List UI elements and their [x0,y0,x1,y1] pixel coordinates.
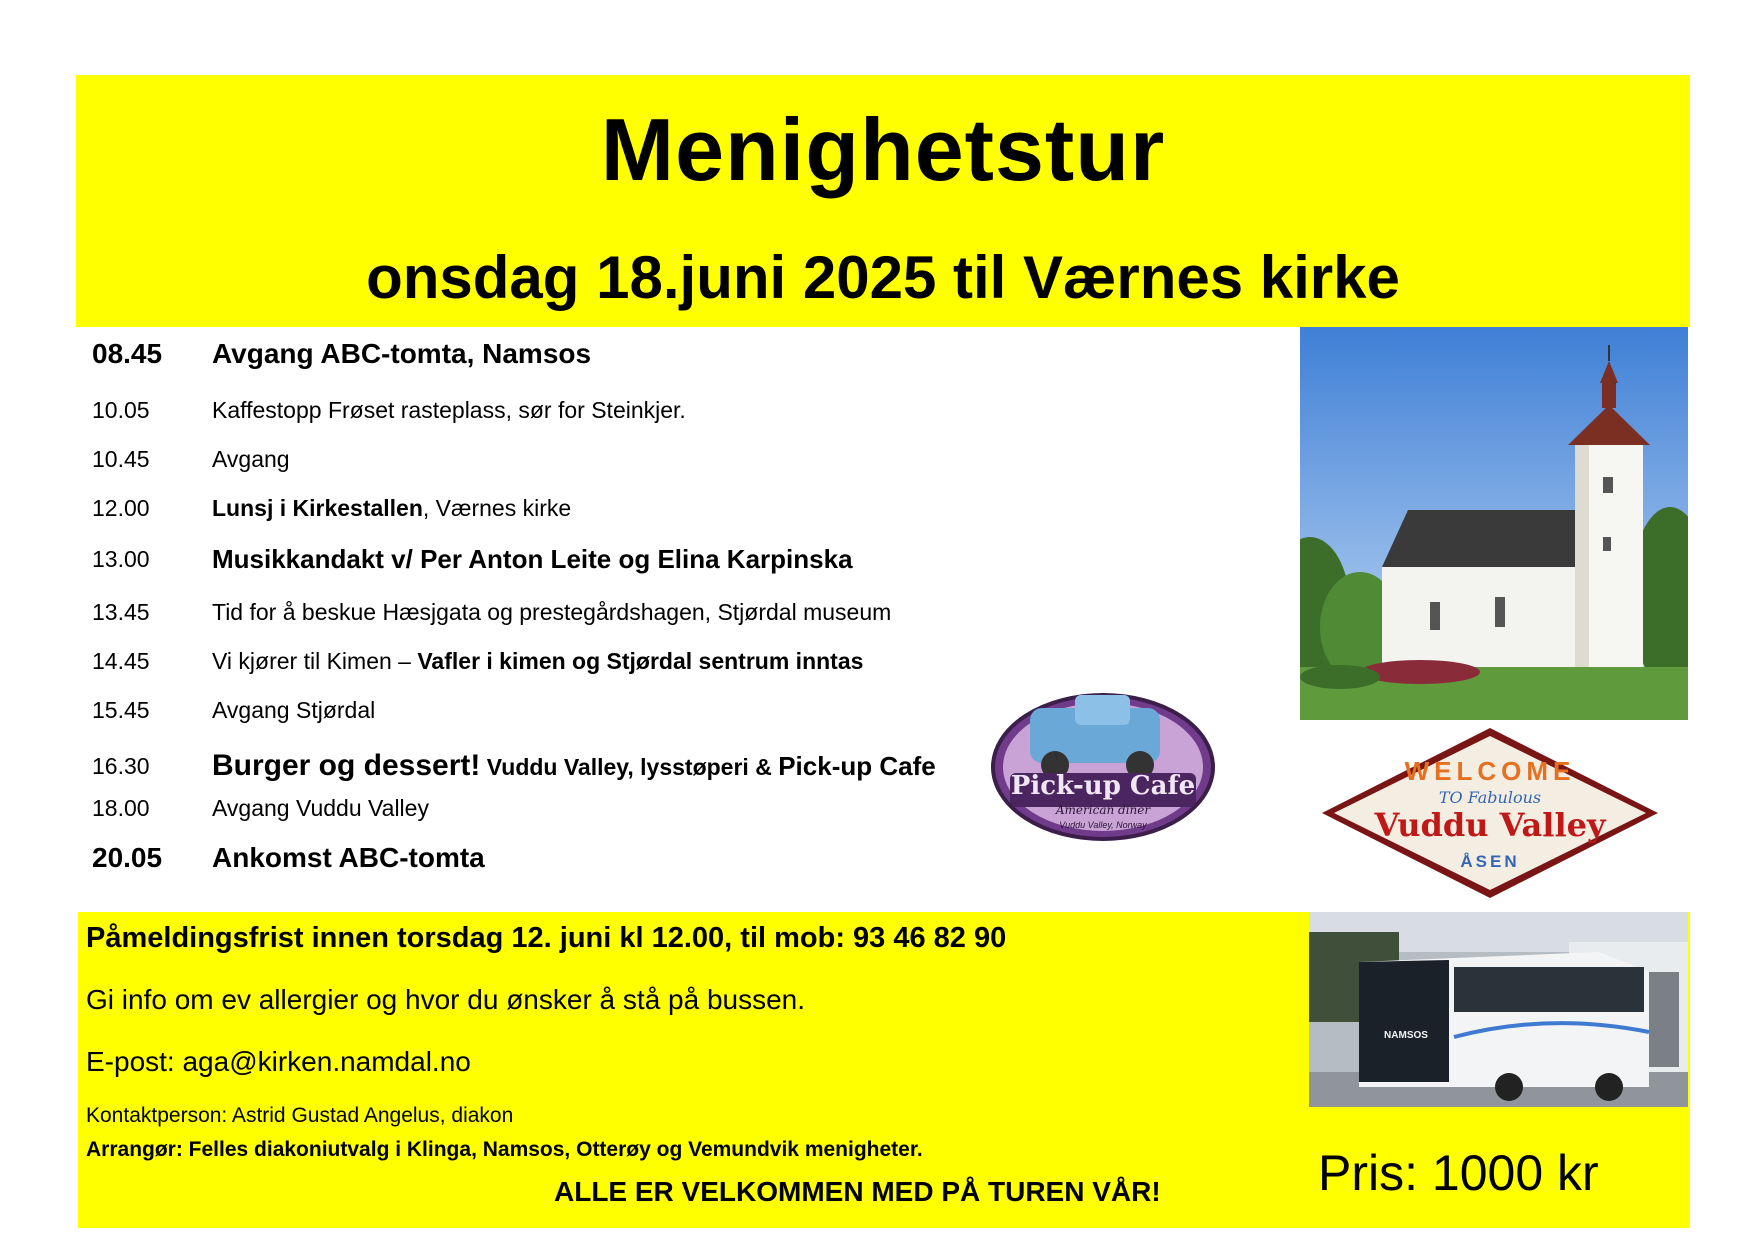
price: Pris: 1000 kr [1318,1145,1599,1201]
schedule-text: Avgang ABC-tomta, Namsos [212,338,592,369]
schedule-row [92,488,571,528]
pickup-cafe-place: Vuddu Valley, Norway [1059,820,1147,830]
schedule-text: Vi kjører til Kimen – [212,647,418,674]
schedule-row [92,439,290,479]
schedule-time: 15.45 [92,696,150,723]
pickup-cafe-logo [990,683,1216,843]
vuddu-fabulous: Fabulous [1467,788,1542,807]
schedule-time: 13.45 [92,598,150,625]
schedule-time: 08.45 [92,338,163,369]
allergy-info: Gi info om ev allergier og hvor du ønsker å stå på bussen. [86,984,806,1015]
organizer: Arrangør: Felles diakoniutvalg i Klinga, Namsos, Otterøy og Vemundvik menigheter. [86,1138,923,1161]
bus-photo [1309,912,1688,1107]
registration-deadline: Påmeldingsfrist innen torsdag 12. juni kl 12.00, til mob: 93 46 82 90 [86,922,1007,954]
vuddu-to: TO [1438,788,1463,807]
schedule-row [92,390,686,430]
schedule-row [92,592,891,632]
page-subtitle: onsdag 18.juni 2025 til Værnes kirke [366,244,1400,311]
header-banner [76,75,1690,327]
schedule-text-bold: Vafler i kimen og Stjørdal sentrum inntas [417,647,864,674]
schedule-row [92,641,863,681]
pickup-cafe-name: Pick-up Cafe [1010,771,1196,801]
schedule-row [92,539,853,579]
schedule-time: 12.00 [92,494,150,521]
schedule-time: 10.05 [92,396,150,423]
schedule-text: Vuddu Valley, lysstøperi & [480,754,779,780]
bus-label: NAMSOS [1384,1030,1428,1041]
church-photo [1300,327,1688,720]
schedule-text-highlight: Burger og dessert! [212,749,481,782]
vuddu-name: Vuddu Valley [1374,806,1606,844]
email-line: E-post: aga@kirken.namdal.no [86,1046,471,1077]
contact-person: Kontaktperson: Astrid Gustad Angelus, diakon [86,1104,514,1127]
schedule-text: Avgang [212,445,290,472]
vuddu-welcome: WELCOME [1404,756,1576,786]
schedule-text-bold: Pick-up Cafe [778,751,936,781]
schedule-row [92,334,591,374]
schedule-row [92,838,485,878]
welcome-line: ALLE ER VELKOMMEN MED PÅ TUREN VÅR! [554,1176,1161,1207]
vuddu-place: ÅSEN [1460,852,1520,871]
vuddu-valley-logo [1320,726,1660,900]
schedule-row [92,690,375,730]
pickup-cafe-tagline: American diner [1055,803,1151,817]
schedule-row [92,788,429,828]
page-title: Menighetstur [600,100,1166,199]
schedule-row [92,746,936,786]
schedule-text: Avgang Vuddu Valley [212,794,429,821]
schedule-text: , Værnes kirke [422,494,572,521]
schedule-time: 14.45 [92,647,150,674]
schedule-time: 20.05 [92,842,163,873]
schedule-text: Kaffestopp Frøset rasteplass, sør for Steinkjer. [212,396,686,423]
schedule-text-bold: Lunsj i Kirkestallen [212,494,423,521]
schedule-time: 16.30 [92,752,150,779]
schedule-time: 10.45 [92,445,150,472]
schedule-time: 13.00 [92,545,150,572]
schedule-text: Musikkandakt v/ Per Anton Leite og Elina Karpinska [212,543,853,574]
schedule-text: Avgang Stjørdal [212,696,376,723]
schedule-time: 18.00 [92,794,150,821]
schedule-text: Tid for å beskue Hæsjgata og prestegårdshagen, Stjørdal museum [212,598,892,625]
schedule-text: Ankomst ABC-tomta [212,842,485,873]
